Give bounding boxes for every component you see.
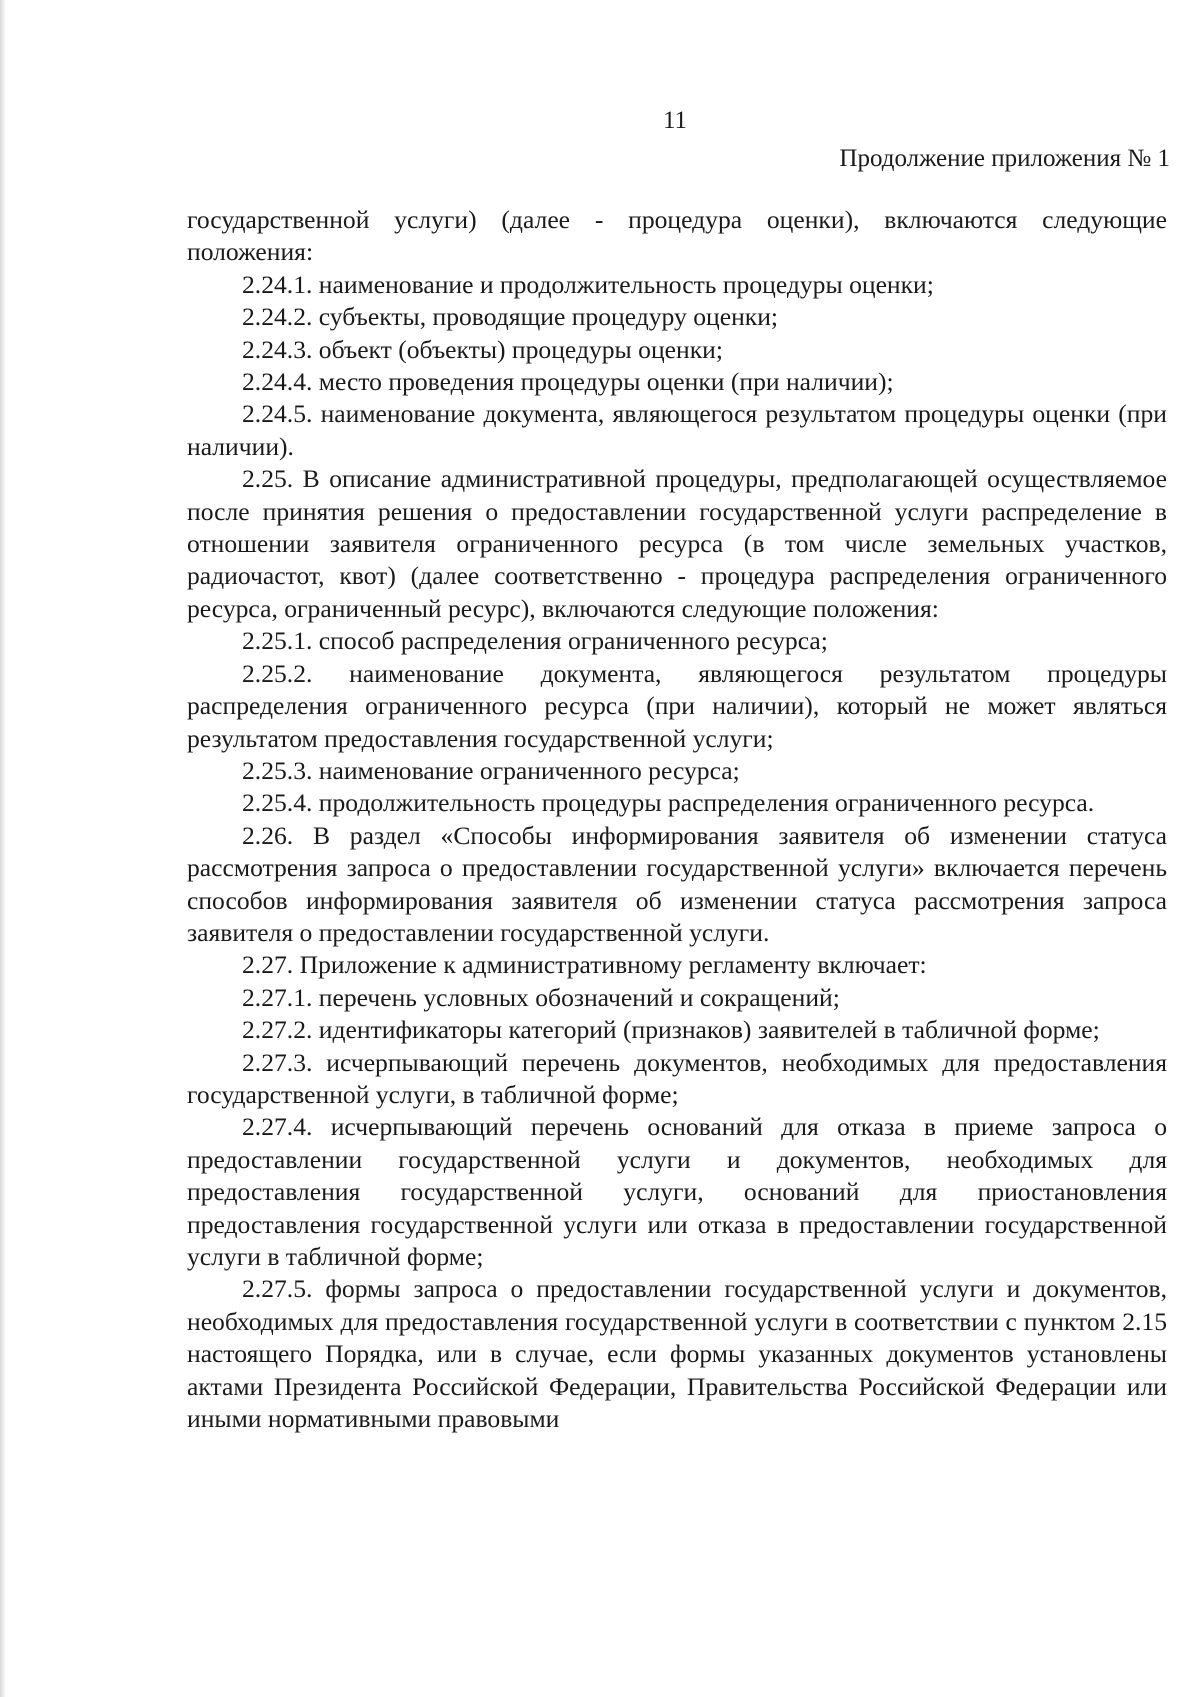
paragraph-2-25-4: 2.25.4. продолжительность процедуры распределения ограниченного ресурса. — [242, 788, 1095, 818]
paragraph-2-24-5: 2.24.5. наименование документа, являющегося результатом процедуры оценки (при наличии). — [187, 399, 1167, 461]
paragraph-2-27-3: 2.27.3. исчерпывающий перечень документов, необходимых для предоставления государственной услуги, в табличной форме; — [187, 1047, 1167, 1109]
paragraph-2-27-2: 2.27.2. идентификаторы категорий (признаков) заявителей в табличной форме; — [242, 1015, 1100, 1045]
paragraph-2-27: 2.27. Приложение к административному регламенту включает: — [242, 950, 927, 980]
scan-edge-shadow — [0, 0, 6, 1697]
paragraph-2-27-1: 2.27.1. перечень условных обозначений и сокращений; — [242, 982, 840, 1012]
paragraph-2-25-2: 2.25.2. наименование документа, являющегося результатом процедуры распределения ограниченного ресурса (при наличии), который не может являться результатом предоставления государственной услуги; — [187, 658, 1167, 753]
paragraph-2-24-4: 2.24.4. место проведения процедуры оценки (при наличии); — [242, 367, 894, 397]
paragraph-2-27-5: 2.27.5. формы запроса о предоставлении государственной услуги и документов, необходимых для предоставления государственной услуги в соответствии с пунктом 2.15 настоящего Порядка, или в случае, если формы указанных документов установлены актами Президента Российской Федерации, Правительства Российской Федерации или иными нормативными правовыми — [187, 1274, 1167, 1434]
document-body — [187, 204, 1167, 1435]
page-number: 11 — [662, 107, 688, 134]
paragraph-2-26: 2.26. В раздел «Способы информирования заявителя об изменении статуса рассмотрения запроса о предоставлении государственной услуги» включается перечень способов информирования заявителя об изменении статуса рассмотрения запроса заявителя о предоставлении государственной услуги. — [187, 820, 1167, 947]
paragraph-2-25: 2.25. В описание административной процедуры, предполагающей осуществляемое после принятия решения о предоставлении государственной услуги распределение в отношении заявителя ограниченного ресурса (в том числе земельных участков, радиочастот, квот) (далее соответственно - процедура распределения ограниченного ресурса, ограниченный ресурс), включаются следующие положения: — [187, 464, 1167, 623]
paragraph-2-27-4: 2.27.4. исчерпывающий перечень оснований для отказа в приеме запроса о предоставлении государственной услуги и документов, необходимых для предоставления государственной услуги, оснований для приостановления предоставления государственной услуги или отказа в предоставлении государственной услуги в табличной форме; — [187, 1112, 1167, 1271]
paragraph-2-24-1: 2.24.1. наименование и продолжительность процедуры оценки; — [242, 269, 934, 299]
paragraph-2-25-3: 2.25.3. наименование ограниченного ресурса; — [242, 755, 740, 785]
paragraph-continuation: государственной услуги) (далее - процедура оценки), включаются следующие положения: — [187, 205, 1167, 267]
appendix-continuation-note: Продолжение приложения № 1 — [839, 145, 1170, 172]
paragraph-2-24-2: 2.24.2. субъекты, проводящие процедуру оценки; — [242, 302, 779, 332]
paragraph-2-24-3: 2.24.3. объект (объекты) процедуры оценки; — [242, 334, 723, 364]
paragraph-2-25-1: 2.25.1. способ распределения ограниченного ресурса; — [242, 626, 828, 656]
